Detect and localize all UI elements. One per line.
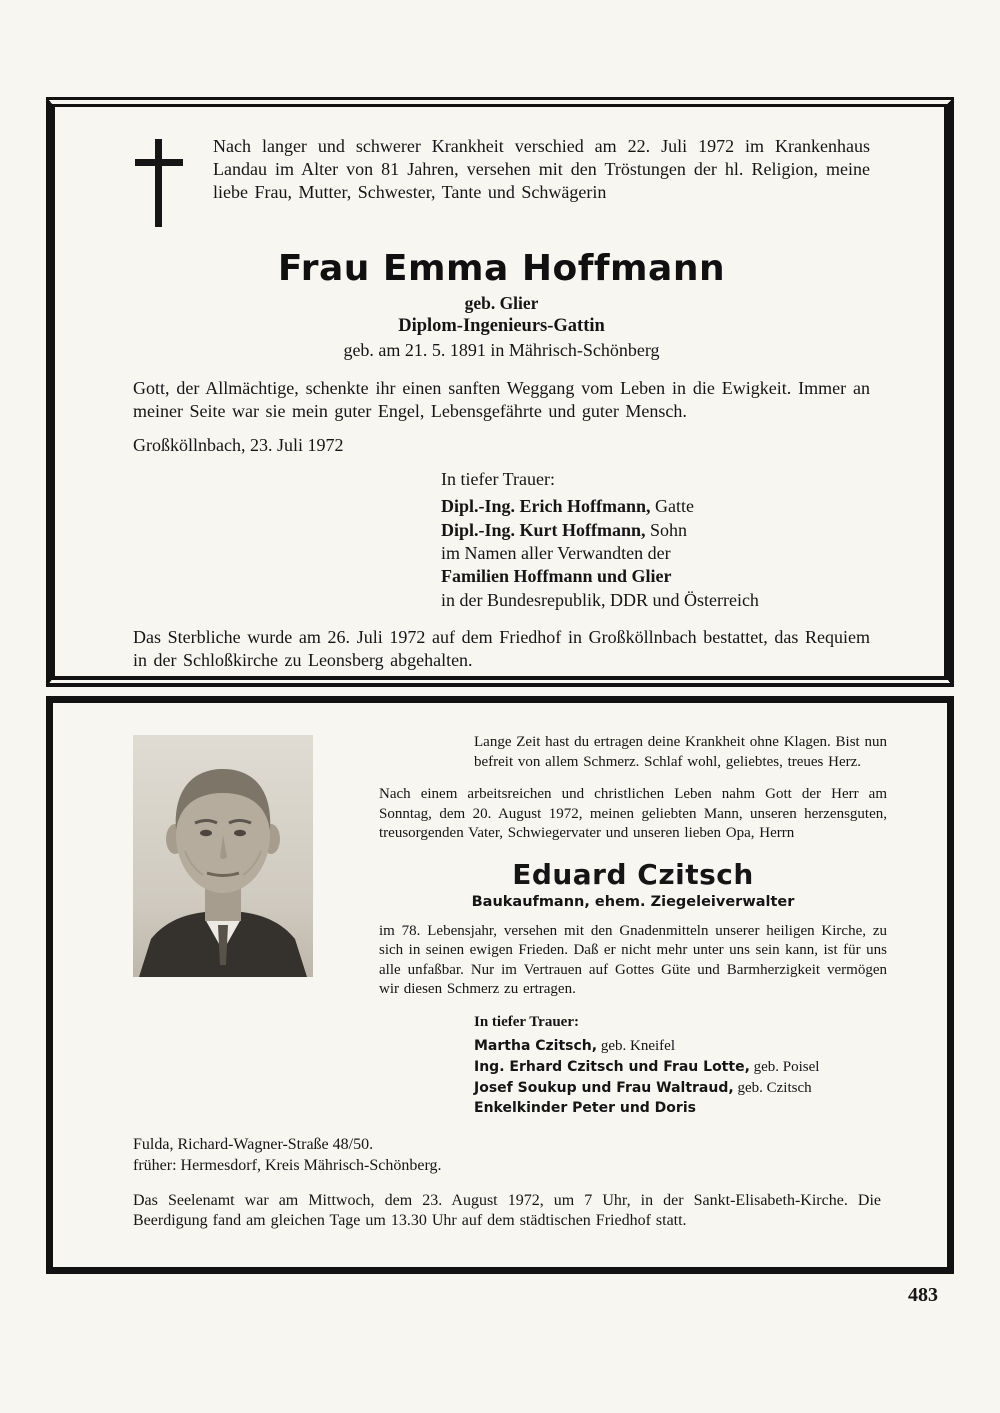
- memorial-verse: Lange Zeit hast du ertragen deine Krankheit ohne Klagen. Bist nun befreit von allem Schmerz. Schlaf wohl, geliebtes, treues Herz.: [474, 734, 887, 770]
- mourner-relation: geb. Kneifel: [597, 1038, 675, 1055]
- mourner-name: Enkelkinder Peter und Doris: [474, 1100, 696, 1117]
- notice2-closing-text: Das Seelenamt war am Mittwoch, dem 23. August 1972, um 7 Uhr, in der Sankt-Elisabeth-Kirche. Die Beerdigung fand am gleichen Tage um 13.30 Uhr auf dem städtischen Friedhof statt.: [133, 1191, 881, 1230]
- notice1-closing-text: Das Sterbliche wurde am 26. Juli 1972 auf dem Friedhof in Großköllnbach bestattet, das Requiem in der Schloßkirche zu Leonsberg abgehalten.: [133, 627, 870, 670]
- mourning-label: In tiefer Trauer:: [474, 1013, 579, 1030]
- place-date-line: Großköllnbach, 23. Juli 1972: [133, 434, 344, 455]
- mourner-relation: Sohn: [645, 519, 688, 540]
- deceased-name-hoffmann: Frau Emma Hoffmann: [277, 248, 726, 289]
- deceased-name-czitsch: Eduard Czitsch: [512, 857, 754, 891]
- mourner-line: [441, 519, 870, 542]
- mourner-line: [441, 589, 870, 612]
- mourner-name: Ing. Erhard Czitsch und Frau Lotte,: [474, 1058, 750, 1075]
- former-address-line: früher: Hermesdorf, Kreis Mährisch-Schönberg.: [133, 1156, 442, 1174]
- mourner-name: Familien Hoffmann und Glier: [441, 566, 672, 587]
- notice2-body-text: im 78. Lebensjahr, versehen mit den Gnadenmitteln unserer heiligen Kirche, zu sich in seinen ewigen Frieden. Daß er nicht mehr unter uns sein kann, ist für uns alle unfaßbar. Nur im Vertrauen auf Gottes Güte und Barmherzigkeit vermögen wir diesen Schmerz zu ertragen.: [379, 922, 887, 997]
- mourner-relation: im Namen aller Verwandten der: [441, 542, 671, 563]
- maiden-name: geb. Glier: [464, 293, 539, 313]
- notice2-text-column: [379, 733, 887, 1119]
- page-number: 483: [908, 1284, 938, 1306]
- cross-icon: [133, 135, 189, 234]
- mourner-line: [441, 542, 870, 565]
- portrait-photo: [133, 735, 313, 977]
- deceased-role: Diplom-Ingenieurs-Gattin: [398, 316, 605, 336]
- mourner-line: [441, 565, 870, 588]
- mourner-relation: in der Bundesrepublik, DDR und Österreich: [441, 589, 759, 610]
- notice2-intro-text: Nach einem arbeitsreichen und christlichen Leben nahm Gott der Herr am Sonntag, dem 20. August 1972, meinen geliebten Mann, unseren herzensguten, treusorgenden Vater, Schwiegervater und unseren lieben Opa, Herrn: [379, 786, 887, 841]
- mourner-relation: geb. Czitsch: [733, 1079, 812, 1096]
- birth-line: geb. am 21. 5. 1891 in Mährisch-Schönberg: [343, 340, 660, 360]
- address-line: Fulda, Richard-Wagner-Straße 48/50.: [133, 1135, 374, 1153]
- mourning-block: [474, 1012, 887, 1119]
- mourner-name: Dipl.-Ing. Kurt Hoffmann,: [441, 519, 646, 540]
- mourner-line: [441, 495, 870, 518]
- mourner-name: Josef Soukup und Frau Waltraud,: [474, 1079, 734, 1096]
- mourner-line: [474, 1057, 887, 1078]
- address-block: [133, 1135, 881, 1177]
- death-notice-hoffmann: [46, 97, 954, 687]
- deceased-profession: Baukaufmann, ehem. Ziegeleiverwalter: [471, 893, 795, 910]
- mourner-name: Dipl.-Ing. Erich Hoffmann,: [441, 496, 651, 517]
- mourner-relation: Gatte: [650, 496, 695, 517]
- notice1-intro-text: Nach langer und schwerer Krankheit verschied am 22. Juli 1972 im Krankenhaus Landau im Alter von 81 Jahren, versehen mit den Tröstungen der hl. Religion, meine liebe Frau, Mutter, Schwester, Tante und Schwägerin: [213, 136, 870, 202]
- mourner-line: [474, 1036, 887, 1057]
- mourning-label: In tiefer Trauer:: [441, 468, 555, 489]
- mourner-name: Martha Czitsch,: [474, 1038, 598, 1055]
- notice1-body-text: Gott, der Allmächtige, schenkte ihr einen sanften Weggang vom Leben in die Ewigkeit. Immer an meiner Seite war sie mein guter Engel, Lebensgefährte und guter Mensch.: [133, 378, 870, 421]
- mourner-line: [474, 1078, 887, 1099]
- mourner-relation: geb. Poisel: [749, 1058, 820, 1075]
- mourner-line: [474, 1098, 887, 1119]
- mourning-block: [441, 468, 870, 612]
- intro-row: [133, 135, 870, 234]
- death-notice-czitsch: [46, 696, 954, 1274]
